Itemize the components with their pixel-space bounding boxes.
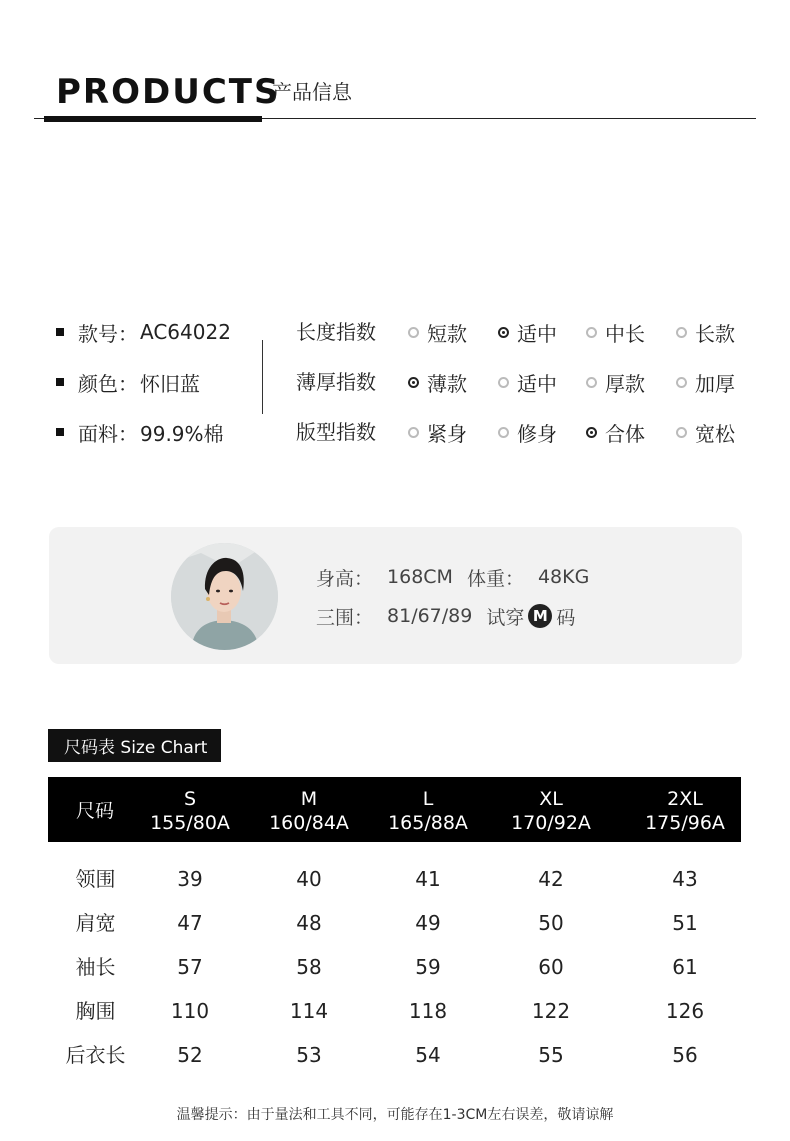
table-row — [48, 1037, 741, 1073]
table-row — [48, 861, 741, 897]
fabric-label: 面料： — [78, 421, 138, 446]
index-title: 长度指数 — [296, 320, 376, 344]
table-cell: 39 — [177, 867, 203, 891]
option-label: 短款 — [427, 321, 467, 346]
table-cell: 114 — [289, 999, 329, 1023]
table-cell: 55 — [538, 1043, 564, 1067]
bullet-square-icon — [56, 378, 64, 386]
radio-off-icon — [408, 427, 419, 438]
table-cell: 50 — [538, 911, 564, 935]
bullet-square-icon — [56, 428, 64, 436]
index-option — [498, 317, 557, 347]
option-label: 长款 — [695, 321, 735, 346]
height-value: 168CM — [387, 566, 453, 588]
table-cell: 56 — [672, 1043, 698, 1067]
option-label: 合体 — [605, 421, 645, 446]
option-label: 宽松 — [695, 421, 735, 446]
size-chart-header — [48, 777, 741, 842]
option-label: 紧身 — [427, 421, 467, 446]
table-cell: 59 — [415, 955, 441, 979]
height-label: 身高： — [316, 567, 374, 590]
option-label: 适中 — [517, 371, 557, 396]
try-suffix: 码 — [556, 606, 576, 629]
index-title: 版型指数 — [296, 420, 376, 444]
fit-index-row — [296, 417, 756, 447]
model-avatar — [171, 543, 278, 650]
radio-off-icon — [676, 377, 687, 388]
size-chart-tag: 尺码表 Size Chart — [48, 729, 221, 762]
size-name: XL — [539, 788, 563, 810]
size-name: 2XL — [667, 788, 703, 810]
table-cell: 53 — [296, 1043, 322, 1067]
radio-off-icon — [408, 327, 419, 338]
index-option — [498, 417, 557, 447]
footnote: 温馨提示：由于量法和工具不同，可能存在1-3CM左右误差，敬请谅解 — [176, 1107, 614, 1123]
size-spec: 165/88A — [388, 812, 468, 834]
table-row — [48, 949, 741, 985]
size-badge: M — [528, 604, 552, 628]
size-spec: 160/84A — [269, 812, 349, 834]
index-option — [676, 367, 735, 397]
table-cell: 42 — [538, 867, 564, 891]
measure-label: 三围： — [316, 606, 374, 629]
size-spec: 175/96A — [645, 812, 725, 834]
style-number-label: 款号： — [78, 321, 138, 346]
fabric-value: 99.9%棉 — [140, 421, 224, 446]
model-height-weight — [316, 563, 589, 591]
size-name: L — [422, 788, 434, 810]
color-value: 怀旧蓝 — [140, 371, 200, 396]
table-cell: 54 — [415, 1043, 441, 1067]
table-cell: 48 — [296, 911, 322, 935]
row-label: 后衣长 — [65, 1043, 126, 1067]
radio-on-icon — [408, 377, 419, 388]
table-cell: 43 — [672, 867, 698, 891]
try-label: 试穿 — [486, 606, 525, 629]
page-subtitle: 产品信息 — [272, 80, 352, 104]
size-header-label: 尺码 — [76, 800, 115, 822]
option-label: 中长 — [605, 321, 645, 346]
option-label: 薄款 — [427, 371, 467, 396]
radio-off-icon — [586, 327, 597, 338]
index-option — [586, 417, 645, 447]
radio-off-icon — [498, 427, 509, 438]
option-label: 适中 — [517, 321, 557, 346]
header-accent-bar — [44, 116, 262, 122]
size-name: S — [183, 788, 197, 810]
size-column-header — [140, 787, 240, 835]
length-index-row — [296, 317, 756, 347]
style-number-value: AC64022 — [140, 320, 231, 344]
radio-off-icon — [676, 427, 687, 438]
option-label: 加厚 — [695, 371, 735, 396]
index-option — [586, 367, 645, 397]
option-label: 厚款 — [605, 371, 645, 396]
row-label: 胸围 — [75, 999, 116, 1023]
table-cell: 110 — [170, 999, 210, 1023]
table-cell: 52 — [177, 1043, 203, 1067]
size-spec: 155/80A — [150, 812, 230, 834]
weight-label: 体重： — [466, 567, 524, 590]
table-cell: 49 — [415, 911, 441, 935]
model-measurements — [316, 602, 575, 630]
info-fabric — [56, 417, 224, 447]
index-option — [408, 367, 467, 397]
size-column-header — [259, 787, 359, 835]
table-cell: 126 — [665, 999, 705, 1023]
table-cell: 122 — [531, 999, 571, 1023]
table-row — [48, 905, 741, 941]
size-spec: 170/92A — [511, 812, 591, 834]
row-label: 领围 — [75, 867, 116, 891]
table-cell: 57 — [177, 955, 203, 979]
radio-off-icon — [498, 377, 509, 388]
table-cell: 41 — [415, 867, 441, 891]
color-label: 颜色： — [78, 371, 138, 396]
table-cell: 51 — [672, 911, 698, 935]
row-label: 袖长 — [75, 955, 116, 979]
index-option — [676, 317, 735, 347]
index-title: 薄厚指数 — [296, 370, 376, 394]
index-option — [408, 417, 467, 447]
table-cell: 47 — [177, 911, 203, 935]
table-cell: 60 — [538, 955, 564, 979]
page-title: PRODUCTS — [56, 72, 281, 112]
radio-on-icon — [586, 427, 597, 438]
size-column-header — [501, 787, 601, 835]
model-portrait-icon — [171, 543, 278, 650]
index-option — [586, 317, 645, 347]
thickness-index-row — [296, 367, 756, 397]
index-option — [676, 417, 735, 447]
model-info-card — [49, 527, 742, 664]
row-label: 肩宽 — [75, 911, 116, 935]
weight-value: 48KG — [537, 566, 590, 588]
index-option — [408, 317, 467, 347]
table-cell: 40 — [296, 867, 322, 891]
table-cell: 118 — [408, 999, 448, 1023]
size-column-header — [378, 787, 478, 835]
option-label: 修身 — [517, 421, 557, 446]
info-color — [56, 367, 200, 397]
bullet-square-icon — [56, 328, 64, 336]
size-name: M — [300, 788, 318, 810]
index-option — [498, 367, 557, 397]
table-cell: 61 — [672, 955, 698, 979]
radio-off-icon — [676, 327, 687, 338]
radio-on-icon — [498, 327, 509, 338]
table-row — [48, 993, 741, 1029]
size-column-header — [635, 787, 735, 835]
table-cell: 58 — [296, 955, 322, 979]
radio-off-icon — [586, 377, 597, 388]
info-style-number — [56, 317, 231, 347]
vertical-divider — [262, 340, 263, 414]
measure-value: 81/67/89 — [387, 605, 473, 627]
